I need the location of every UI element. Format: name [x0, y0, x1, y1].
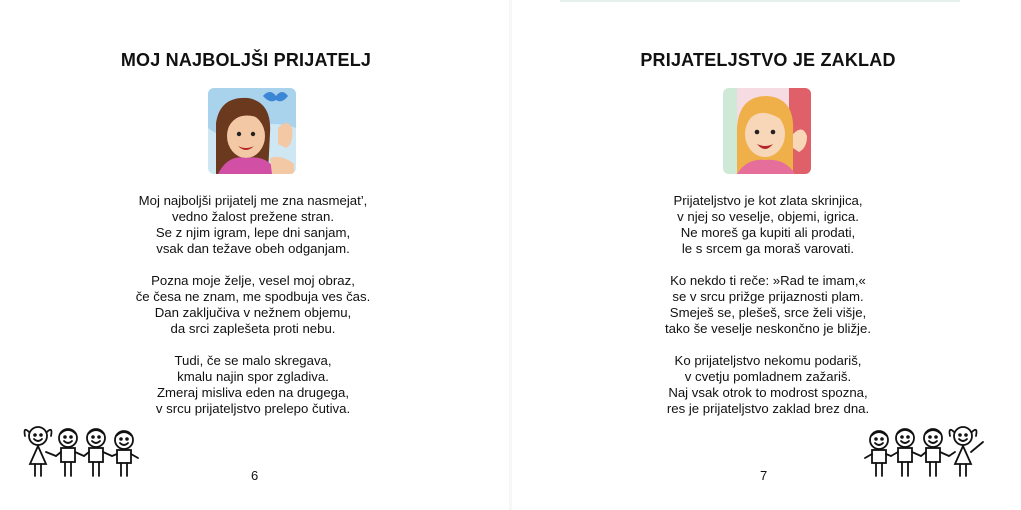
- poem-line: Smeješ se, plešeš, srce želi višje,: [669, 305, 867, 320]
- poem-line: v cvetju pomladnem zažariš.: [684, 369, 852, 384]
- poem-line: v srcu prijateljstvo prelepo čutiva.: [155, 401, 351, 416]
- stanza: [0, 193, 508, 257]
- poem-line: Naj vsak otrok to modrost spozna,: [668, 385, 868, 400]
- stanza: [513, 353, 1021, 417]
- poem-line: da srci zaplešeta proti nebu.: [170, 321, 336, 336]
- poem-text: [513, 193, 1021, 433]
- girl-with-butterfly-illustration: [208, 88, 296, 174]
- poem-line: Se z njim igram, lepe dni sanjam,: [155, 225, 351, 240]
- stanza: [513, 193, 1021, 257]
- poem-line: Moj najboljši prijatelj me zna nasmejat’,: [138, 193, 368, 208]
- page-number: 6: [251, 468, 259, 483]
- poem-line: če česa ne znam, me spodbuja ves čas.: [135, 289, 371, 304]
- poem-line: Ko nekdo ti reče: »Rad te imam,«: [670, 273, 866, 288]
- poem-line: res je prijateljstvo zaklad brez dna.: [666, 401, 870, 416]
- stanza: [0, 353, 508, 417]
- stanza: [0, 273, 508, 337]
- poem-line: Pozna moje želje, vesel moj obraz,: [151, 273, 355, 288]
- poem-line: Dan zaključiva v nežnem objemu,: [154, 305, 352, 320]
- children-holding-hands-icon: [859, 420, 1003, 482]
- page-title: MOJ NAJBOLJŠI PRIJATELJ: [120, 50, 372, 70]
- right-page: [511, 0, 1021, 510]
- poem-line: Tudi, če se malo skregava,: [174, 353, 332, 368]
- left-page: [0, 0, 510, 510]
- poem-line: Zmeraj misliva eden na drugega,: [156, 385, 350, 400]
- poem-line: Ko prijateljstvo nekomu podariš,: [674, 353, 862, 368]
- poem-line: tako še veselje neskončno je bližje.: [665, 321, 871, 336]
- page-number: 7: [760, 468, 768, 483]
- poem-line: Prijateljstvo je kot zlata skrinjica,: [673, 193, 863, 208]
- stanza: [513, 273, 1021, 337]
- poem-text: [0, 193, 508, 433]
- poem-line: se v srcu prižge prijaznosti plam.: [672, 289, 864, 304]
- children-holding-hands-icon: [20, 420, 164, 482]
- poem-line: kmalu najin spor zgladiva.: [177, 369, 329, 384]
- poem-line: le s srcem ga moraš varovati.: [681, 241, 855, 256]
- page-title: PRIJATELJSTVO JE ZAKLAD: [640, 50, 896, 70]
- blonde-girl-illustration: [723, 88, 811, 174]
- poem-line: vsak dan težave obeh odganjam.: [156, 241, 350, 256]
- poem-line: v njej so veselje, objemi, igrica.: [677, 209, 859, 224]
- poem-line: vedno žalost prežene stran.: [171, 209, 334, 224]
- poem-line: Ne moreš ga kupiti ali prodati,: [680, 225, 856, 240]
